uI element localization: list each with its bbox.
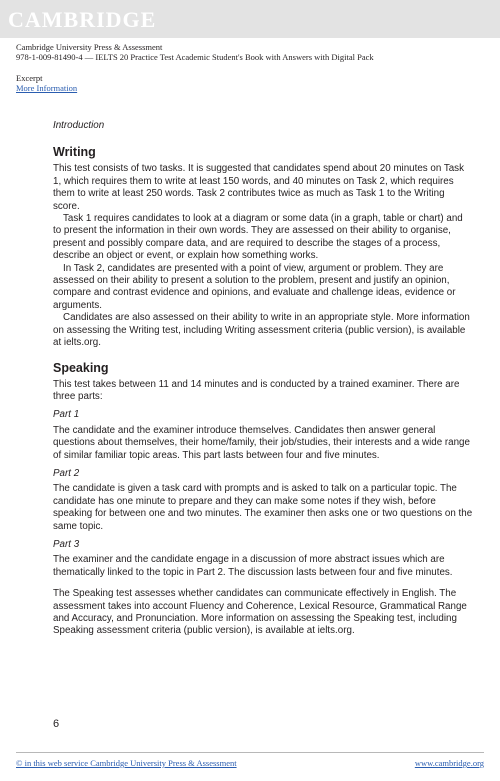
part-1-text: The candidate and the examiner introduce themselves. Candidates then answer general questions about themselves, their home/family, their job/studies, their interests and a wide range of similar familiar topic areas. This part lasts between four and five minutes. xyxy=(53,424,470,461)
section-heading-introduction: Introduction xyxy=(53,120,105,131)
footer-divider xyxy=(16,752,484,753)
footer-copyright-link[interactable]: © in this web service Cambridge University Press & Assessment xyxy=(16,758,237,768)
part-2-text: The candidate is given a task card with prompts and is asked to talk on a particular topic. The candidate has one minute to prepare and they can make some notes if they wish, before speaking for between one and two minutes. The examiner then asks one or two questions on the same topic. xyxy=(53,483,473,532)
excerpt-label: Excerpt xyxy=(16,73,43,83)
part-3-text: The examiner and the candidate engage in a discussion of more abstract issues which are thematically linked to the topic in Part 2. The discussion lasts between four and five minutes. xyxy=(53,554,453,578)
page-number: 6 xyxy=(53,718,60,730)
book-isbn-title: 978-1-009-81490-4 — IELTS 20 Practice Test Academic Student's Book with Answers with Digital Pack xyxy=(16,52,374,62)
footer-website-link[interactable]: www.cambridge.org xyxy=(414,758,484,768)
cambridge-logo: CAMBRIDGE xyxy=(8,7,157,32)
part-1-label: Part 1 xyxy=(53,409,80,421)
writing-heading: Writing xyxy=(53,145,96,160)
part-2-label: Part 2 xyxy=(53,467,80,479)
writing-paragraph: Candidates are also assessed on their ability to write in an appropriate style. More information on assessing the Writing test, including Writing assessment criteria (public version), is available at ielts.org. xyxy=(53,312,470,349)
speaking-closing: The Speaking test assesses whether candidates can communicate effectively in English. The assessment takes into account Fluency and Coherence, Lexical Resource, Grammatical Range and Accuracy, and Pronunciation. More information on assessing the Speaking test, including Speaking assessment criteria (public version), is available at ielts.org. xyxy=(53,588,467,637)
speaking-intro: This test takes between 11 and 14 minutes and is conducted by a trained examiner. There are three parts: xyxy=(53,378,460,402)
writing-paragraph: This test consists of two tasks. It is suggested that candidates spend about 20 minutes on Task 1, which requires them to write at least 150 words, and 40 minutes on Task 2, which requires them to write at least 250 words. Task 2 contributes twice as much as Task 1 to the Writing score. xyxy=(53,163,464,212)
part-3-label: Part 3 xyxy=(53,538,80,550)
writing-paragraph: In Task 2, candidates are presented with a point of view, argument or problem. They are assessed on their ability to present a solution to the problem, present and justify an opinion, compare and contrast evidence and opinions, and evaluate and challenge ideas, evidence or arguments. xyxy=(53,262,456,311)
more-information-link[interactable]: More Information xyxy=(16,83,78,93)
publisher-name: Cambridge University Press & Assessment xyxy=(16,42,163,52)
writing-paragraph: Task 1 requires candidates to look at a diagram or some data (in a graph, table or chart) and to present the information in their own words. They are assessed on their ability to organise, present and possibly compare data, and are required to describe the stages of a process, describe an object or event, or explain how something works. xyxy=(53,213,463,262)
header-logo-bar xyxy=(0,0,500,38)
speaking-heading: Speaking xyxy=(53,360,109,375)
page-content xyxy=(53,120,473,638)
